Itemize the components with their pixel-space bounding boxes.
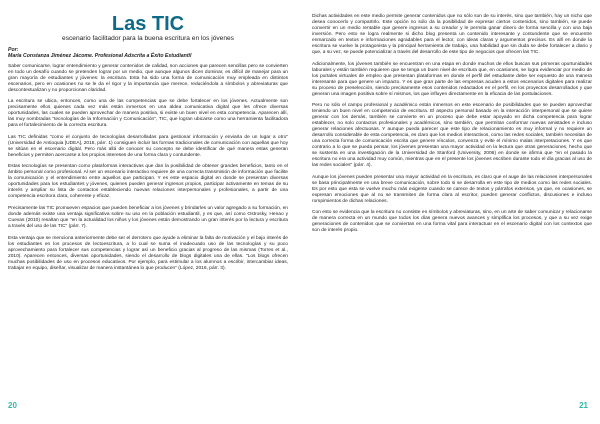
paragraph: Estas tecnologías se presentan como plataformas interactivas que dan la posibilidad de obtener grandes beneficios, tanto en el ámbito personal como profesional. Al ser un escenario interactivo requiere de una correcta transmisión de información que facilite la comunicación y el entendimiento entre aquellos que participan. Y es este espacio digital en donde se presentan diversas oportunidades para los estudiantes y jóvenes, quienes pueden generar ingresos propios, participar activamente en temas de su interés y ampliar su lista de contactos estableciendo nuevas relaciones interpersonales y profesionales, a partir de una competencia escritora clara, coherente y eficaz. [8,164,288,200]
paragraph: Precisamente las TIC promueven espacios que pueden beneficiar a los jóvenes y brindarles un valor agregado a su formación, en donde además existe una ventaja significativa sobre su uso en la población estudiantil, y es que, así como Ostrosky, Henao y Cuevas (2010) resaltan que "en la actualidad los niños y los jóvenes están demostrando un gran interés por la lectura y escritura a través del uso de las TIC" (párr. 7). [8,205,288,229]
paragraph: Esta ventaja que se menciona anteriormente debe ser el derrotero que ayude a eliminar la falta de motivación y el bajo interés de los estudiantes en los procesos de lectoescritura, a lo cual se suma el inadecuado uso de las tecnologías y su poco aprovechamiento para fortalecer sus competencias y lograr así un beneficio gracias al progreso de las mismas (Torres et al., 2010). Aparecen entonces, diversas oportunidades, siendo el desarrollo de blogs digitales una de ellas. "Los blogs ofrecen muchas posibilidades de uso en procesos educativos. Por ejemplo, para estimular a los alumnos a escribir, intercambiar ideas, trabajar en equipo, diseñar, visualizar de manera instantánea lo que producen" (López, 2016, párr. 3). [8,235,288,271]
author-prefix: Por: [8,47,19,53]
article-title: Las TIC [111,13,185,35]
page-number: 21 [579,401,588,410]
paragraph: La escritura se ubica, entonces, como una de las competencias que se debe fortalecer en los jóvenes. Actualmente son precisamente ellos quienes cada vez más están inmersos en una aldea comunicativa digital que les ofrece diversas oportunidades, las cuales se pueden aprovechar de manera positiva, si existe un buen nivel en esta competencia. Aparecen allí, las muy nombradas "tecnologías de la Información y Comunicación", TIC, que logran ubicarse como una herramienta facilitadora para el fortalecimiento de la correcta escritura. [8,99,288,129]
article-subtitle: escenario facilitador para la buena escritura en los jóvenes [62,35,234,42]
page-number: 20 [8,401,17,410]
paragraph: Las TIC definidas "como el conjunto de tecnologías desarrolladas para gestionar información y enviarla de un lugar a otro" (Universidad de Antioquia [UDEA], 2015, párr. 1) consiguen incluir las formas tradicionales de comunicación con aquellas que hoy se sitúan en el escenario digital. Pero más allá de conocer su concepto se debe identificar de qué manera estas generan beneficios y permiten acercarse a los propios intereses de una forma clara y contundente. [8,134,288,158]
paragraph: Pero no sólo el campo profesional y académico están inmersos en este escenario de posibilidades que se pueden aprovechar teniendo un buen nivel en competencia de escritura. El aspecto personal basado en la interacción interpersonal que se quiere generar con los demás, también se convierte en un proceso que debe estar apoyado en dicha competencia para lograr establecer, no solo contactos profesionales y académicos, sino también, que permitan conformar nuevas amistades e incluso generar relaciones afectuosas. Y aunque pueda parecer que este tipo de relacionamiento es muy informal y no requiere un desarrollo considerable de esta competencia, es claro que los medios interactivos, como las redes sociales, también necesitan de una correcta forma de comunicación escrita que genere vínculos, convenza y evite el mínimo malas interpretaciones. Y es que contrario a lo que se pueda pensar, los jóvenes presentan una mayor actividad en la lectura que otras generaciones, hecho que se sustenta en una investigación de la Universidad de Stanford (University, 2006) en donde se afirma que "en el pasado la escritura no era una actividad muy común, mientras que en el presente los jóvenes escriben durante todo el día gracias al uso de las redes sociales" (párr. 4). [312,103,592,169]
paragraph: Adicionalmente, los jóvenes también se encuentran en una etapa en donde muchos de ellos buscan sus primeras oportunidades laborales y están también requieren que se tenga un buen nivel de escritura que, en ocasiones, se logra evidenciar por medio de los portales virtuales de empleo que presentan plataformas en donde el perfil del estudiante debe ser expuesto de una manera interesante para que genere un impacto. Y es que gran parte de las empresas acuden a estos escenarios digitales para realizar su proceso de preselección, siendo precisamente esos contenidos redactados en el perfil, en los proyectos desarrollados y que generan una imagen positiva sobre sí mismos, los que influyen directamente en la eficacia de las postulaciones. [312,61,592,97]
author-byline [8,47,288,60]
paragraph: Con esto se evidencia que la escritura no consiste en símbolos y abreviaturas, sino, en un arte de saber comunicar y relacionarse de manera correcta en un mundo que todos los días genera nuevos avances y simplifica los procesos, y que a su vez exige generaciones de contenidos que se conviertan en una forma vital para interactuar en el escenario digital con los contextos que son de interés propio. [312,210,592,234]
paragraph: Saber comunicarse, lograr entendimiento y generar contenidos de calidad, son acciones que parecen sencillas pero se convierten en todo un desafío cuando se pretenden lograr por un medio, que aunque algunos dicen dominar, es difícil de manejar para un gran mayoría de estudiantes y jóvenes: la escritura. Esta ha sido una forma de comunicación muy empleada en distintos escenarios, pero en ocasiones no se le da el rigor y la importancia que merece, reduciéndola a símbolos y abreviaturas que descontextualizan y no proporcionan claridad. [8,63,288,93]
paragraph: Aunque los jóvenes pueden presentar una mayor actividad en la escritura, es claro que el auge de las relaciones interpersonales se basa principalmente en una breve comunicación, sobre todo si se desarrolla en este tipo de medios como las redes sociales. Es por esto que esta se vuelve mucho más exigente cuando se carece de textos y párrafos extensos, ya que, en ocasiones, se expresan emociones que al no se transmiten de forma clara al escritor, pueden generar conflictos, discusiones e incluso rompimientos de dichas relaciones. [312,174,592,204]
author-name: María Constanza Jiménez Jácome. Profesional Adscrita a Éxito Estudiantil [8,53,192,60]
paragraph: Dichas actividades en este medio permite generar contenidos que no sólo son de su interés, sino que también, hay un nicho que desea conocerlo y compartirlo. Este opción no sólo da la posibilidad de expresar ciertos contenidos, sino también, se puede convertir en un medio rentable que genere ingresos a su creador y le permita ganar dinero de forma sencilla y con una baja inversión. Pero esto se logra realmente si dicho blog presenta un contenido interesante y contundente que se encuentre enmarcado en textos e informaciones agradables para el lector, con ideas claras y argumentos precisos. Es allí en donde la escritura se vuelve la protagonista y la principal herramienta de trabajo, una habilidad que sin duda se debe fortalecer a diario y que, a su vez, se puede potencializar a través del desarrollo de este tipo de negocios que ofrecen las TIC. [312,14,592,55]
right-page [300,0,600,424]
